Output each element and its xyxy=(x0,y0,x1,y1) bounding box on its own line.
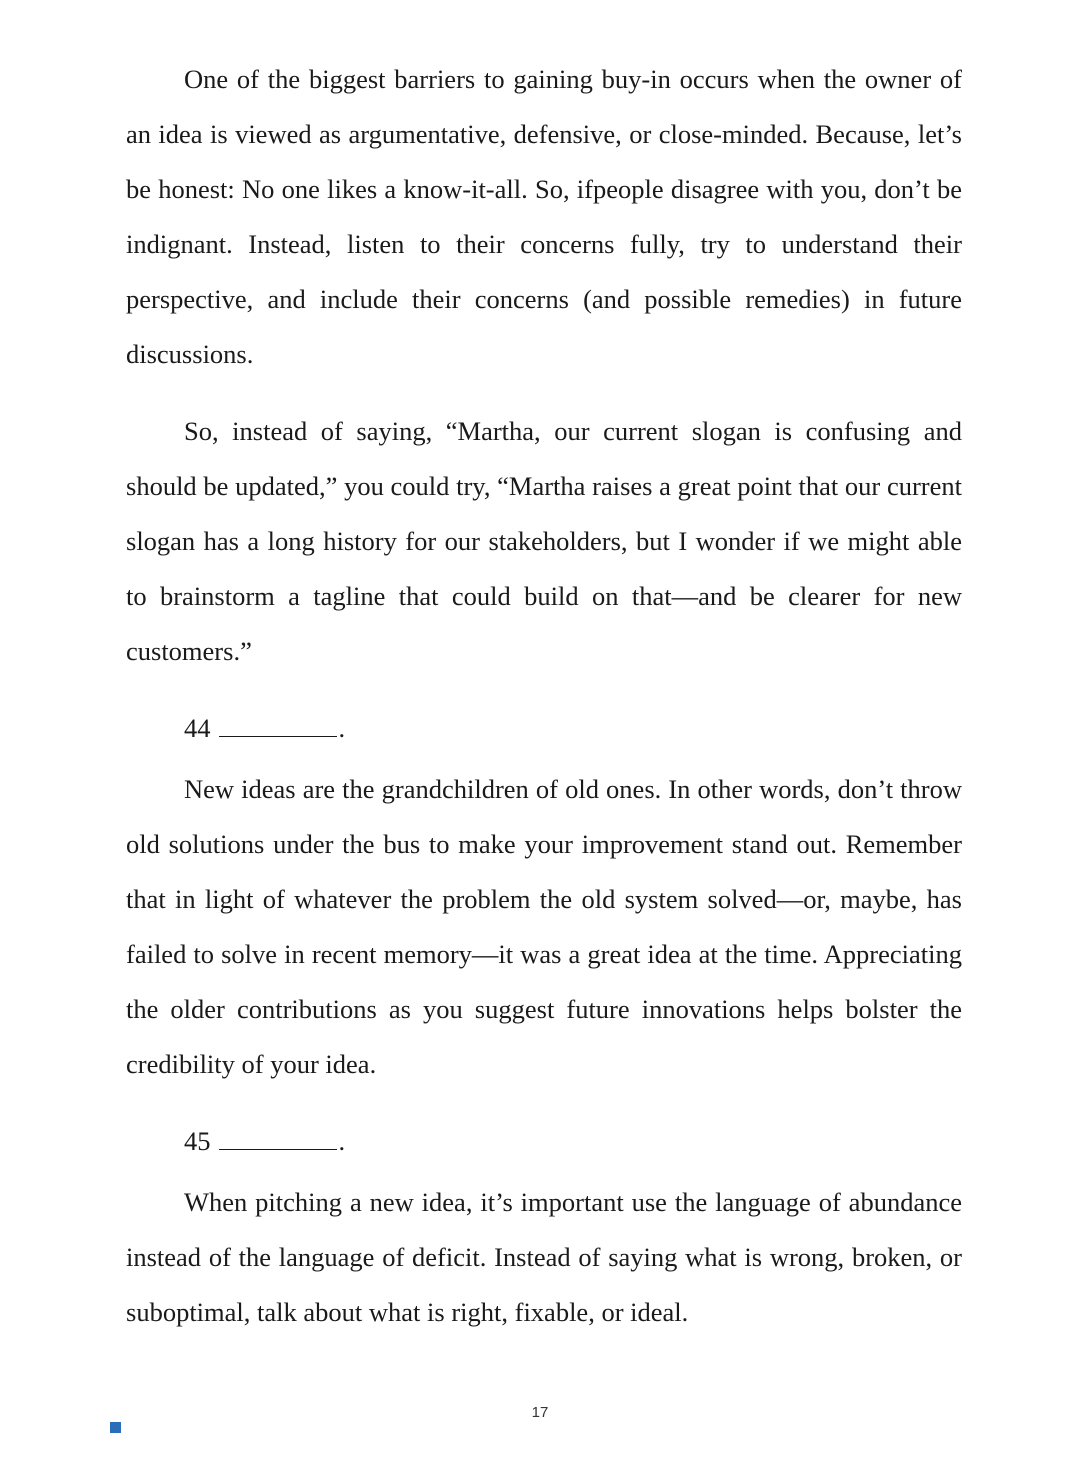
page-number: 17 xyxy=(531,1404,549,1421)
question-punct-44: . xyxy=(338,713,346,743)
footer-square-marker xyxy=(110,1422,121,1433)
answer-blank-44 xyxy=(219,716,337,737)
question-number-45: 45 xyxy=(184,1126,211,1156)
question-punct-45: . xyxy=(338,1126,346,1156)
paragraph-3: New ideas are the grandchildren of old ones. In other words, don’t throw old solutions under the bus to make your improvement stand out. Remember that in light of whatever the problem the old system solved—or, maybe, has failed to solve in recent memory—it was a great idea at the time. Appreciating the older contributions as you suggest future innovations helps bolster the credibility of your idea. xyxy=(126,774,962,1079)
question-item-45 xyxy=(126,1114,962,1169)
page-footer xyxy=(0,1404,1080,1444)
question-number-44: 44 xyxy=(184,713,211,743)
question-item-44 xyxy=(126,701,962,756)
paragraph-4: When pitching a new idea, it’s important use the language of abundance instead of the language of deficit. Instead of saying what is wrong, broken, or suboptimal, talk about what is right, fixable, or ideal. xyxy=(126,1187,962,1327)
paragraph-2: So, instead of saying, “Martha, our current slogan is confusing and should be updated,” you could try, “Martha raises a great point that our current slogan has a long history for our stakeholders, but I wonder if we might able to brainstorm a tagline that could build on that—and be clearer for new customers.” xyxy=(126,416,962,666)
answer-blank-45 xyxy=(219,1129,337,1150)
paragraph-1: One of the biggest barriers to gaining buy-in occurs when the owner of an idea is viewed as argumentative, defensive, or close-minded. Because, let’s be honest: No one likes a know-it-all. So, ifpeople disagree with you, don’t be indignant. Instead, listen to their concerns fully, try to understand their perspective, and include their concerns (and possible remedies) in future discussions. xyxy=(126,64,962,369)
page-body xyxy=(126,52,962,1362)
